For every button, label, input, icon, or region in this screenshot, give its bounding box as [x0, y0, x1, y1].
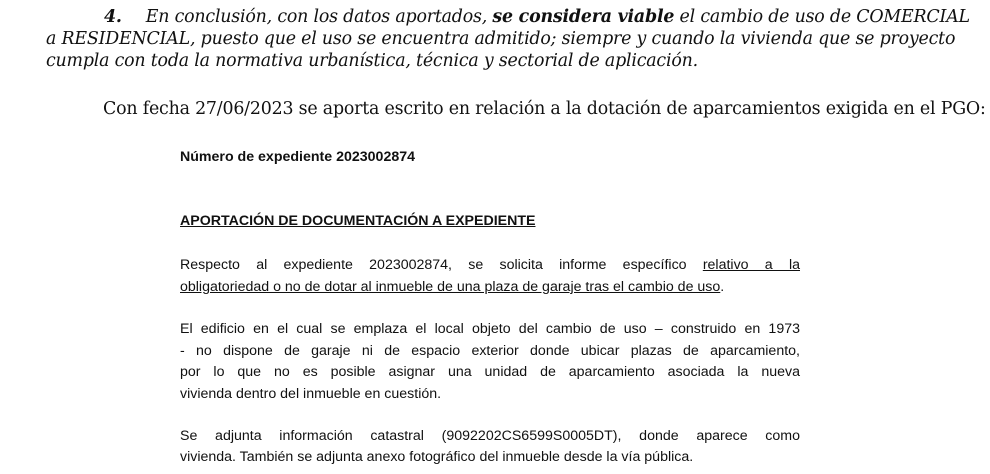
conclusion-line-1	[46, 6, 970, 28]
document-heading: APORTACIÓN DE DOCUMENTACIÓN A EXPEDIENTE	[180, 213, 536, 229]
para2-line-2: - no dispone de garaje ni de espacio exterior donde ubicar plazas de aparcamiento,	[180, 343, 800, 359]
para1-line-1	[180, 256, 800, 274]
conclusion-line-2: a RESIDENCIAL, puesto que el uso se encuentra admitido; siempre y cuando la vivienda que se proyecto	[46, 29, 956, 49]
para2-line-1: El edificio en el cual se emplaza el local objeto del cambio de uso – construido en 1973	[180, 321, 800, 337]
date-paragraph: Con fecha 27/06/2023 se aporta escrito en relación a la dotación de aparcamientos exigida en el PGO:	[103, 99, 986, 119]
conclusion-line-3: cumpla con toda la normativa urbanística, técnica y sectorial de aplicación.	[46, 51, 698, 71]
para1-underlined-end: obligatoriedad o no de dotar al inmueble de una plaza de garaje tras el cambio de uso	[180, 279, 721, 295]
expediente-number: Número de expediente 2023002874	[180, 149, 416, 165]
para2-line-4: vivienda dentro del inmueble en cuestión.	[180, 386, 442, 402]
conclusion-text-start: En conclusión, con los datos aportados,	[145, 7, 493, 27]
para1-period: .	[720, 279, 725, 295]
conclusion-text-end: el cambio de uso de COMERCIAL	[674, 7, 970, 27]
conclusion-bold-text: se considera viable	[492, 7, 675, 27]
para3-line-1: Se adjunta información catastral (9092202CS6599S0005DT), donde aparece como	[180, 428, 800, 444]
para2-line-3: por lo que no es posible asignar una unidad de aparcamiento asociada la nueva	[180, 364, 800, 380]
point-number: 4.	[104, 7, 122, 27]
conclusion-paragraph	[46, 6, 970, 72]
para1-plain-text: Respecto al expediente 2023002874, se solicita informe específico	[180, 257, 703, 273]
para1-line-2	[180, 278, 724, 296]
para1-underlined-start: relativo a la	[702, 257, 800, 273]
para3-line-2: vivienda. También se adjunta anexo fotográfico del inmueble desde la vía pública.	[180, 449, 694, 465]
